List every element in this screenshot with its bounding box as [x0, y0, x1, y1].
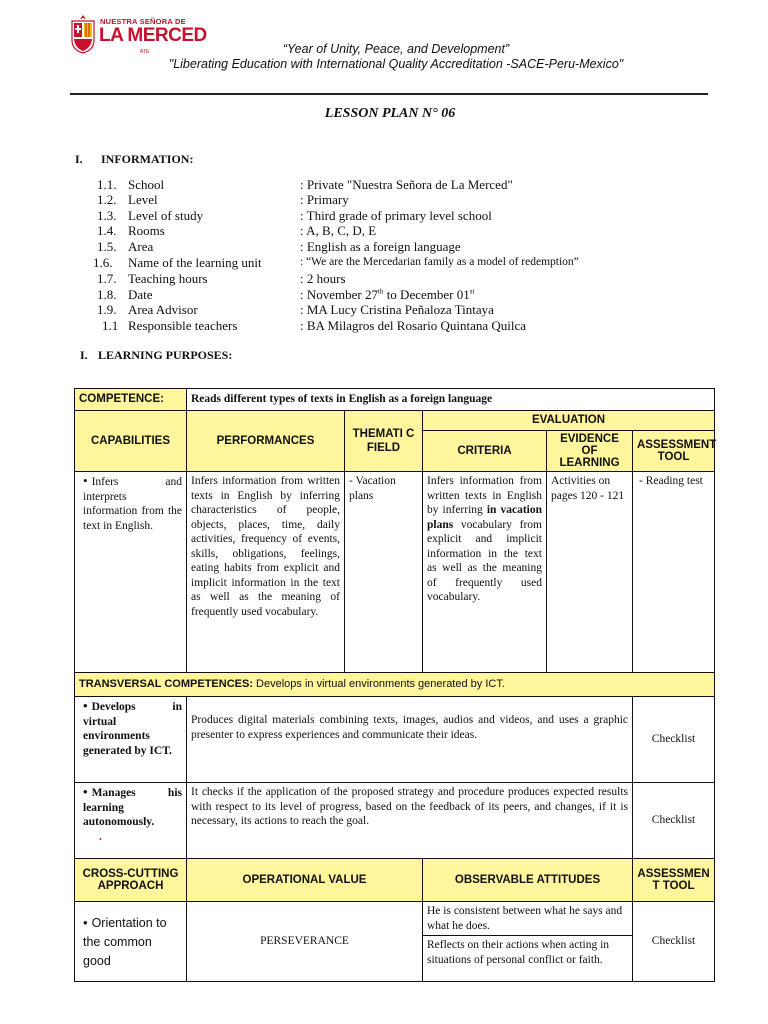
info-label: Responsible teachers: [128, 318, 238, 333]
competence-text: Reads different types of texts in English as a foreign language: [187, 389, 715, 411]
logo-small-text: NUESTRA SEÑORA DE: [100, 17, 186, 26]
header-cross-cutting: CROSS-CUTTING APPROACH: [75, 859, 187, 902]
capability-cell: [75, 472, 187, 673]
info-number: 1.3.: [97, 208, 117, 223]
info-value-date: [300, 287, 474, 303]
thematic-cell: - Vacation plans: [345, 472, 423, 673]
header-assessment-tool-2: ASSESSMEN T TOOL: [633, 859, 715, 902]
info-label: Area Advisor: [128, 302, 198, 317]
cross-cutting-approach: [75, 902, 187, 982]
assessment-cell: - Reading test: [633, 472, 715, 673]
criteria-text: Infers information from written texts in English by inferring: [427, 475, 542, 516]
transversal-dot: .: [99, 830, 102, 843]
date-start: : November 27: [300, 287, 378, 302]
transversal-capability-text: Manages his learning autonomously.: [83, 787, 182, 828]
info-value: : A, B, C, D, E: [300, 223, 377, 238]
header-criteria: CRITERIA: [423, 431, 547, 472]
info-value: : 2 hours: [300, 271, 346, 286]
cross-cutting-tool: Checklist: [633, 902, 715, 982]
info-label: Area: [128, 239, 154, 254]
header-capabilities: CAPABILITIES: [75, 411, 187, 472]
criteria-emphasis: in vacation plans: [427, 504, 542, 531]
criteria-cell: [423, 472, 547, 673]
section-heading-information: INFORMATION:: [101, 152, 194, 166]
observable-attitude: Reflects on their actions when acting in situations of personal conflict or faith.: [423, 936, 633, 982]
header-row-1: [75, 411, 715, 431]
date-end: to December 01: [383, 287, 470, 302]
info-label: Level of study: [128, 208, 204, 223]
date-suffix: th: [377, 287, 384, 296]
lesson-plan-table: [74, 388, 715, 982]
info-label: School: [128, 177, 165, 192]
info-label: Teaching hours: [128, 271, 208, 286]
info-number: 1.1: [102, 318, 119, 333]
transversal-capability-text: Develops in virtual environments generated by ICT.: [83, 701, 182, 757]
info-number: 1.9.: [97, 302, 117, 317]
date-suffix: st: [469, 287, 475, 296]
info-number: 1.5.: [97, 239, 117, 254]
info-value: : BA Milagros del Rosario Quintana Quilca: [300, 318, 527, 333]
info-value: : MA Lucy Cristina Peñaloza Tintaya: [300, 302, 494, 317]
info-value: : Private "Nuestra Señora de La Merced": [300, 177, 513, 192]
info-number: 1.1.: [97, 177, 117, 192]
section-number: I.: [75, 152, 83, 166]
transversal-row-1: [75, 697, 715, 783]
info-number: 1.4.: [97, 223, 117, 238]
transversal-capability: [75, 783, 187, 859]
transversal-row-2: [75, 783, 715, 859]
operational-value: PERSEVERANCE: [187, 902, 423, 982]
info-label: Rooms: [128, 223, 165, 238]
transversal-description: Produces digital materials combining texts, images, audios and videos, and uses a graphic presenter to express experiences and communicate their ideas.: [187, 697, 633, 783]
cross-cutting-text: Orientation to the common good: [83, 915, 167, 968]
section-heading-learning-purposes: LEARNING PURPOSES:: [98, 348, 233, 362]
transversal-header-row: [75, 673, 715, 697]
competence-label: COMPETENCE:: [75, 389, 187, 411]
transversal-description: It checks if the application of the proposed strategy and procedure produces expected results with respect to its level of progress, based on the feedback of its peers, and changes, if it is necessary, its actions to reach the goal.: [187, 783, 633, 859]
header-assessment-tool: ASSESSMENT TOOL: [633, 431, 715, 472]
transversal-header: [75, 673, 715, 697]
info-number: 1.6.: [93, 255, 113, 270]
capability-text: Infers and interprets information from the text in English.: [83, 476, 182, 532]
logo-tiny-text: ATE: [140, 49, 150, 55]
header-thematic-field: THEMATI C FIELD: [345, 411, 423, 472]
transversal-label: TRANSVERSAL COMPETENCES:: [79, 678, 253, 691]
transversal-tool: Checklist: [633, 783, 715, 859]
info-value: : English as a foreign language: [300, 239, 461, 254]
competence-row: [75, 389, 715, 411]
info-label: Date: [128, 287, 153, 302]
logo-big-text: LA MERCED: [99, 25, 207, 46]
info-number: 1.8.: [97, 287, 117, 302]
motto-line-2: "Liberating Education with International Quality Accreditation -SACE-Peru-Mexico": [168, 57, 624, 71]
competence-detail-row: [75, 472, 715, 673]
header-evaluation: EVALUATION: [423, 411, 715, 431]
header-operational-value: OPERATIONAL VALUE: [187, 859, 423, 902]
transversal-capability: [75, 697, 187, 783]
criteria-text: vocabulary from explicit and implicit information in the text as well as the meaning of frequently used vocabulary.: [427, 518, 542, 603]
transversal-tool: Checklist: [633, 697, 715, 783]
section-number: I.: [80, 348, 88, 362]
info-number: 1.2.: [97, 192, 117, 207]
cross-cutting-row-1: [75, 902, 715, 936]
performance-cell: Infers information from written texts in English by inferring characteristics of people, objects, places, time, daily activities, frequency of events, skills, obligations, feelings, eating habits from explicit and implicit information in the text as well as the meaning of frequently used vocabulary.: [187, 472, 345, 673]
header-divider: [70, 93, 708, 95]
cross-cutting-header-row: [75, 859, 715, 902]
motto-line-1: “Year of Unity, Peace, and Development”: [282, 42, 510, 56]
info-value: : “We are the Mercedarian family as a model of redemption”: [300, 256, 579, 268]
info-value: : Primary: [300, 192, 349, 207]
observable-attitude: He is consistent between what he says and what he does.: [423, 902, 633, 936]
info-value: : Third grade of primary level school: [300, 208, 492, 223]
transversal-text: Develops in virtual environments generated by ICT.: [252, 678, 505, 691]
info-number: 1.7.: [97, 271, 117, 286]
header-observable-attitudes: OBSERVABLE ATTITUDES: [423, 859, 633, 902]
info-label: Level: [128, 192, 158, 207]
evidence-cell: Activities on pages 120 - 121: [547, 472, 633, 673]
header-performances: PERFORMANCES: [187, 411, 345, 472]
info-label: Name of the learning unit: [128, 255, 262, 270]
header-evidence: EVIDENCE OF LEARNING: [547, 431, 633, 472]
page-title: LESSON PLAN N° 06: [324, 106, 456, 121]
